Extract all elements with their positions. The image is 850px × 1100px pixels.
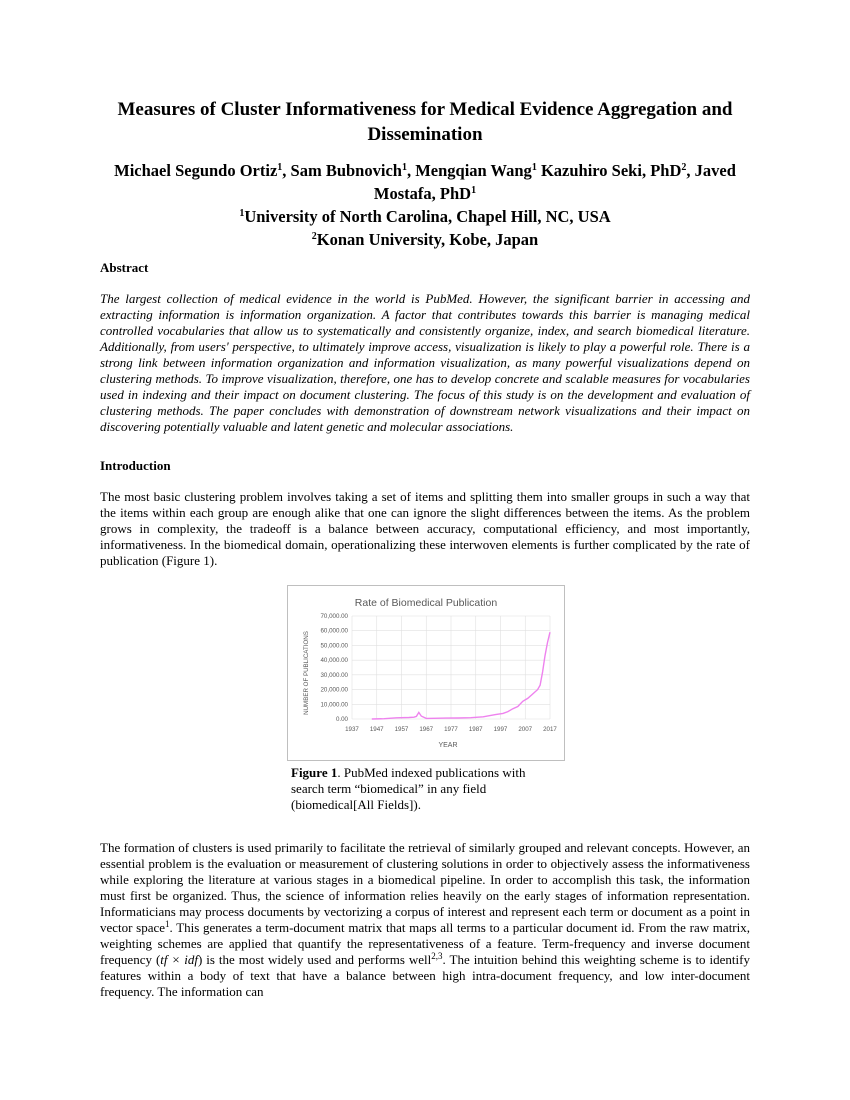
author-sep: , <box>406 161 416 180</box>
figure-1-caption <box>291 765 561 813</box>
author-sep: , <box>282 161 291 180</box>
x-tick-label: 1947 <box>369 726 384 733</box>
x-axis-label: YEAR <box>438 742 458 749</box>
author-sep: , <box>686 161 695 180</box>
affiliation-2-marker: 2 <box>311 231 317 242</box>
x-tick-label: 2007 <box>518 726 533 733</box>
introduction-heading: Introduction <box>100 458 171 473</box>
author-3: Mengqian Wang <box>415 161 532 180</box>
x-tick-label: 2017 <box>543 726 557 733</box>
x-tick-label: 1937 <box>345 726 359 733</box>
y-tick-label: 50,000.00 <box>320 642 348 650</box>
x-tick-label: 1967 <box>419 726 434 733</box>
figure-caption-text: . PubMed indexed publications with search term “biomedical” in any field (biomedical[All Fields]). <box>291 765 526 812</box>
citation-1: 1 <box>165 919 170 929</box>
abstract-text: The largest collection of medical evidence in the world is PubMed. However, the significant barrier in accessing and extracting information is information organization. A factor that contributes towards this barrier is managing medical controlled vocabularies that allow us to systematically and consistently organize, index, and search biomedical literature. Additionally, from users' perspective, to ultimately improve access, visualization is likely to play a powerful role. There is a strong link between information organization and information visualization, as many powerful visualizations depend on clustering methods. To improve visualization, therefore, one has to develop concrete and scalable measures for vocabularies used in indexing and their impact on document clustering. The focus of this study is on the development and evaluation of clustering methods. The paper concludes with demonstration of downstream network visualizations and their impact on discovering potentially valuable and latent genetic and molecular associations. <box>100 291 750 434</box>
p2-text-d: . The intuition behind this weighting scheme is to identify features within a body of text that have a balance between high intra-document frequency, and low inter-document frequency. The information can <box>100 952 750 999</box>
author-5: Javed Mostafa, PhD <box>373 161 736 203</box>
tfidf-formula: tf × idf <box>160 952 198 967</box>
y-tick-labels <box>320 613 348 723</box>
abstract-heading: Abstract <box>100 260 149 275</box>
author-2: Sam Bubnovich <box>290 161 402 180</box>
affiliation-1-marker: 1 <box>239 208 245 219</box>
figure-label: Figure 1 <box>291 765 338 780</box>
y-axis-label: NUMBER OF PUBLICATIONS <box>303 631 310 715</box>
y-tick-label: 40,000.00 <box>320 657 348 665</box>
author-1-affil: 1 <box>277 162 283 173</box>
x-tick-label: 1977 <box>444 726 458 733</box>
y-tick-label: 0.00 <box>335 716 348 723</box>
intro-paragraph-1: The most basic clustering problem involves taking a set of items and splitting them into smaller groups in such a way that the items within each group are enough alike that one can ignore the slight differences between the items. As the problem grows in complexity, the tradeoff is a balance between accuracy, computational efficiency, and most importantly, informativeness. In the biomedical domain, operationalizing these interwoven elements is further complicated by the rate of publication (Figure 1). <box>100 489 750 568</box>
affiliation-1-text: University of North Carolina, Chapel Hill, NC, USA <box>244 207 611 226</box>
y-tick-label: 60,000.00 <box>320 627 348 635</box>
x-tick-label: 1987 <box>468 726 483 733</box>
author-4: Kazuhiro Seki, PhD <box>540 161 682 180</box>
author-1: Michael Segundo Ortiz <box>114 161 278 180</box>
p2-text-b: . This generates a term-document matrix that maps all terms to a particular document id. From the raw matrix, weighting schemes are applied that quantify the representativeness of a feature. Term-frequency and inverse document frequency ( <box>100 920 750 967</box>
author-3-affil: 1 <box>531 162 537 173</box>
x-tick-labels <box>345 726 557 733</box>
x-tick-label: 1997 <box>493 726 508 733</box>
figure-1-chart <box>287 585 565 761</box>
y-tick-label: 10,000.00 <box>320 701 348 709</box>
p2-text-c: ) is the most widely used and performs well <box>197 952 432 967</box>
affiliation-2-text: Konan University, Kobe, Japan <box>316 230 539 249</box>
author-4-affil: 2 <box>681 162 687 173</box>
y-tick-label: 70,000.00 <box>320 613 348 620</box>
x-tick-label: 1957 <box>394 726 409 733</box>
p2-text-a: The formation of clusters is used primarily to facilitate the retrieval of similarly grouped and relevant concepts. However, an essential problem is the evaluation or measurement of clustering solutions in order to objectively assess the informativeness while exploring the literature at various stages in a biomedical pipeline. In order to accomplish this task, the information must first be organized. Thus, the science of information relies heavily on the early stages of information representation. Informaticians may process documents by vectorizing a corpus of interest and represent each term or document as a point in vector space <box>100 840 750 935</box>
citation-2-3: 2,3 <box>431 951 443 961</box>
affiliation-2 <box>100 228 750 251</box>
paper-title: Measures of Cluster Informativeness for Medical Evidence Aggregation and Dissemination <box>117 99 733 145</box>
author-block <box>100 159 750 251</box>
author-2-affil: 1 <box>401 162 407 173</box>
y-tick-label: 30,000.00 <box>320 671 348 679</box>
intro-paragraph-2 <box>100 840 750 1000</box>
affiliation-1 <box>100 205 750 228</box>
author-5-affil: 1 <box>471 185 477 196</box>
chart-svg <box>288 586 564 760</box>
chart-title: Rate of Biomedical Publication <box>354 597 498 609</box>
y-tick-label: 20,000.00 <box>320 686 348 694</box>
